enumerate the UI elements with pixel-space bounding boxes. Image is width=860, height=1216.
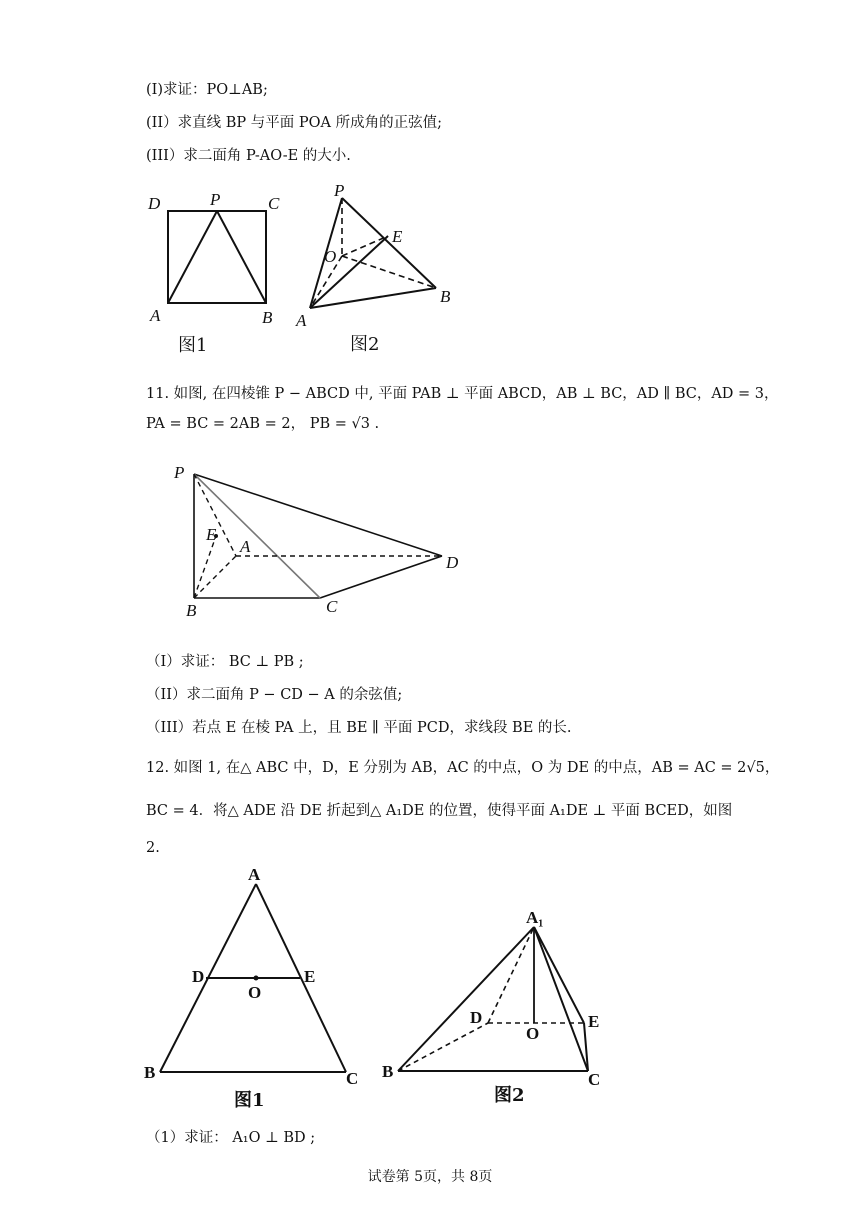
q10-part3: (III）求二面角 P-AO-E 的大小. (146, 148, 351, 164)
fig10b-label-p: P (334, 181, 345, 200)
fig10a-label-p: P (210, 190, 221, 209)
fig10a-label-c: C (268, 194, 280, 213)
fig12b-caption: 图2 (494, 1085, 525, 1106)
fig11-label-c: C (326, 597, 338, 616)
fig12b-label-e: E (588, 1012, 600, 1031)
q10-part2: (II）求直线 BP 与平面 POA 所成角的正弦值; (146, 115, 442, 131)
fig10a-caption: 图1 (178, 335, 208, 356)
fig11-label-e: E (206, 525, 217, 544)
fig12a-label-d: D (192, 967, 205, 986)
figure-12-2 (382, 905, 612, 1105)
fig12b-label-o: O (526, 1024, 540, 1043)
q12-stem-line3: 2. (146, 840, 160, 856)
fig12b-label-c: C (588, 1070, 601, 1089)
q11-part3: （III）若点 E 在棱 PA 上，且 BE ∥ 平面 PCD，求线段 BE 的长. (146, 720, 572, 736)
fig12a-label-e: E (304, 967, 316, 986)
fig10a-label-a: A (150, 306, 161, 325)
fig11-label-a: A (240, 537, 251, 556)
figure-10-2 (290, 180, 465, 360)
q11-part2: （II）求二面角 P − CD − A 的余弦值; (146, 687, 403, 703)
q11-part1: （I）求证： BC ⊥ PB ; (146, 654, 304, 670)
fig12b-label-a1: A₁ (526, 908, 544, 927)
figure-12-1 (140, 862, 370, 1112)
fig11-label-b: B (186, 601, 197, 620)
fig12a-label-a: A (248, 865, 261, 884)
q11-stem-line1: 11. 如图, 在四棱锥 P − ABCD 中, 平面 PAB ⊥ 平面 ABCD，AB ⊥ BC，AD ∥ BC，AD = 3， (146, 386, 779, 402)
fig12b-label-d: D (470, 1008, 483, 1027)
q10-part1: (I)求证：PO⊥AB; (146, 82, 268, 98)
q11-stem-line2: PA = BC = 2AB = 2， PB = √3 . (146, 416, 380, 432)
fig10b-label-o: O (324, 247, 337, 266)
fig10b-label-b: B (440, 287, 451, 306)
fig10b-label-a: A (296, 311, 307, 330)
figure-10-1 (140, 185, 300, 360)
fig10b-label-e: E (392, 227, 403, 246)
fig12a-label-o: O (248, 983, 262, 1002)
fig10a-label-d: D (148, 194, 161, 213)
figure-11 (170, 460, 470, 620)
q12-stem-line1: 12. 如图 1, 在△ ABC 中，D，E 分别为 AB，AC 的中点，O 为 DE 的中点，AB = AC = 2√5， (146, 760, 780, 776)
page-footer: 试卷第 5页，共 8页 (367, 1169, 493, 1185)
fig12a-caption: 图1 (234, 1090, 265, 1111)
fig10a-label-b: B (262, 308, 273, 327)
q12-part1: （1）求证： A₁O ⊥ BD ; (146, 1130, 316, 1146)
fig11-label-d: D (446, 553, 459, 572)
q12-stem-line2: BC = 4．将△ ADE 沿 DE 折起到△ A₁DE 的位置，使得平面 A₁DE ⊥ 平面 BCED，如图 (146, 803, 733, 819)
fig12b-label-b: B (382, 1062, 394, 1081)
fig11-label-p: P (174, 463, 185, 482)
fig12a-label-c: C (346, 1069, 359, 1088)
fig10b-caption: 图2 (350, 334, 380, 355)
fig12a-label-b: B (144, 1063, 156, 1082)
